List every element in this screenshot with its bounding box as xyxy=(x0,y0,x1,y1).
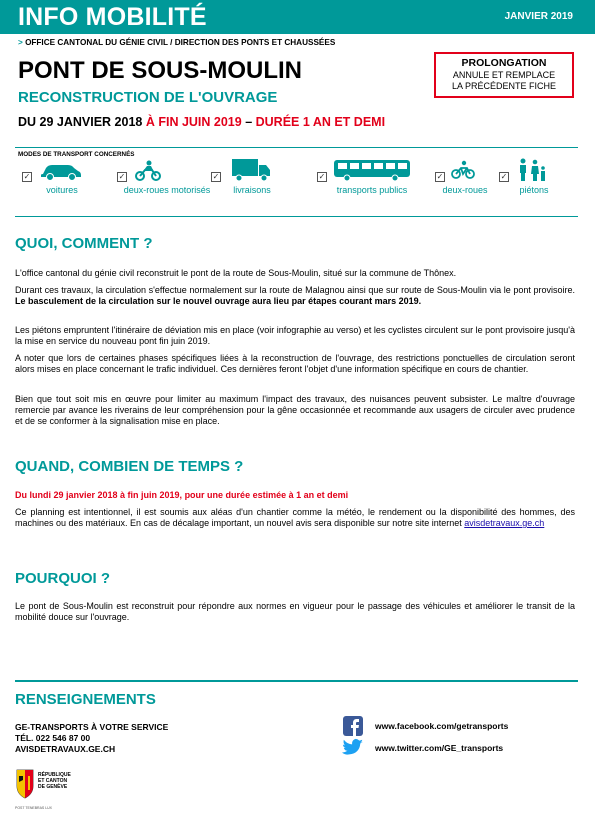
truck-icon xyxy=(231,158,271,182)
quand-paragraph xyxy=(15,507,575,529)
mode-label-livraisons: livraisons xyxy=(233,185,271,195)
divider xyxy=(15,680,578,682)
logo-line2: ET CANTON xyxy=(38,778,68,784)
pourquoi-paragraph: Le pont de Sous-Moulin est reconstruit pour répondre aux normes en vigueur pour le passage des véhicules et améliorer le transit de la mobilité douce sur l'ouvrage. xyxy=(15,601,575,622)
mode-label-pietons: piétons xyxy=(519,185,549,195)
logo-line3: DE GENÈVE xyxy=(38,784,68,790)
dates-start: DU 29 JANVIER 2018 xyxy=(18,115,146,129)
car-icon xyxy=(40,160,82,182)
page-subtitle: RECONSTRUCTION DE L'OUVRAGE xyxy=(18,89,278,106)
facebook-icon xyxy=(343,716,363,736)
checkbox-icon: ✓ xyxy=(436,172,444,181)
quoi-paragraph-2 xyxy=(15,285,575,307)
dates-end: À FIN JUIN 2019 xyxy=(145,115,242,129)
checkbox-icon: ✓ xyxy=(500,172,508,181)
dates-line xyxy=(18,115,385,129)
checkbox-icon: ✓ xyxy=(212,172,220,181)
logo-line1: RÉPUBLIQUE xyxy=(38,772,71,778)
quoi-paragraph-2-text: Durant ces travaux, la circulation s'effectue normalement sur la route de Malagnou ainsi que sur route de Sous-Moulin via le pont provisoire. xyxy=(15,285,575,295)
quoi-paragraph-1: L'office cantonal du génie civil reconstruit le pont de la route de Sous-Moulin, situé sur la commune de Thônex. xyxy=(15,268,457,278)
mode-label-transports-publics: transports publics xyxy=(336,185,408,195)
mode-label-deux-roues-motorises: deux-roues motorisés xyxy=(123,185,211,195)
arrow-icon: > xyxy=(18,38,26,47)
twitter-url[interactable]: www.twitter.com/GE_transports xyxy=(375,743,504,753)
checkbox-icon: ✓ xyxy=(23,172,31,181)
contact-website[interactable]: AVISDETRAVAUX.GE.CH xyxy=(15,744,116,754)
twitter-link[interactable] xyxy=(340,738,570,758)
quoi-paragraph-2-bold: Le basculement de la circulation sur le nouvel ouvrage aura lieu par étapes courant mars 2019. xyxy=(15,296,422,306)
motorbike-icon xyxy=(135,160,161,182)
facebook-link[interactable] xyxy=(340,716,570,736)
dates-separator: – xyxy=(241,115,256,129)
brand-title: INFO MOBILITÉ xyxy=(18,3,207,31)
geneva-coat-of-arms-icon xyxy=(15,768,35,802)
contact-service: GE-TRANSPORTS À VOTRE SERVICE xyxy=(15,722,169,732)
bicycle-icon xyxy=(451,160,475,180)
prolongation-line1: ANNULE ET REMPLACE xyxy=(452,70,556,80)
quand-paragraph-text: Ce planning est intentionnel, il est soumis aux aléas d'un chantier comme la météo, le rendement ou la disponibilité des hommes, des machines ou des matériaux. En cas de décalage important, un nouvel avis sera disponible sur notre site internet xyxy=(15,507,575,528)
pedestrians-icon xyxy=(515,158,547,182)
checkbox-icon: ✓ xyxy=(318,172,326,181)
quoi-paragraph-4: A noter que lors de certaines phases spécifiques liées à la reconstruction de l'ouvrage, des restrictions ponctuelles de circulation seront alors mises en place concernant le trafic individuel. Ces dernières feront l'objet d'une information spécifique en cours de chantier. xyxy=(15,353,575,374)
prolongation-box xyxy=(434,52,574,98)
dates-duration: DURÉE 1 AN ET DEMI xyxy=(255,115,386,129)
section-title-pourquoi: POURQUOI ? xyxy=(15,570,111,587)
contact-phone: TÉL. 022 546 87 00 xyxy=(15,733,91,743)
quand-highlight: Du lundi 29 janvier 2018 à fin juin 2019, pour une durée estimée à 1 an et demi xyxy=(15,490,349,500)
mode-deux-roues xyxy=(435,160,495,210)
mode-label-voitures: voitures xyxy=(46,185,78,195)
issue-date: JANVIER 2019 xyxy=(504,11,573,22)
quoi-paragraph-5: Bien que tout soit mis en œuvre pour limiter au maximum l'impact des travaux, des nuisances peuvent subsister. Le maître d'ouvrage remercie par avance les riverains de leur compréhension pour la gêne occasionnée et recommande aux usagers de circuler avec prudence et de se conformer à la signalisation mise en place. xyxy=(15,394,575,426)
section-title-renseignements: RENSEIGNEMENTS xyxy=(15,691,156,708)
mode-transports-publics xyxy=(317,160,417,210)
prolongation-line2: LA PRÉCÉDENTE FICHE xyxy=(451,81,557,91)
mode-pietons xyxy=(499,160,569,210)
section-title-quoi: QUOI, COMMENT ? xyxy=(15,235,153,252)
mode-voitures xyxy=(22,160,102,210)
prolongation-title: PROLONGATION xyxy=(461,57,547,69)
republique-label xyxy=(38,772,71,790)
mode-livraisons xyxy=(211,160,291,210)
twitter-icon xyxy=(342,738,364,758)
checkbox-icon: ✓ xyxy=(118,172,126,181)
page-title: PONT DE SOUS-MOULIN xyxy=(18,57,303,84)
facebook-url[interactable]: www.facebook.com/getransports xyxy=(375,721,509,731)
office-line xyxy=(18,38,335,47)
section-title-quand: QUAND, COMBIEN DE TEMPS ? xyxy=(15,458,244,475)
motto: POST TENEBRAS LUX xyxy=(15,806,53,810)
quoi-paragraph-3: Les piétons empruntent l'itinéraire de déviation mis en place (voir infographie au verso) et les cyclistes circulent sur le pont provisoire jusqu'à la mise en service du nouveau pont fin juin 2019. xyxy=(15,325,575,346)
avisdetravaux-link[interactable]: avisdetravaux.ge.ch xyxy=(464,518,545,528)
mode-label-deux-roues: deux-roues xyxy=(442,185,488,195)
modes-label: MODES DE TRANSPORT CONCERNÉS xyxy=(18,151,135,158)
mode-deux-roues-motorises xyxy=(117,160,217,210)
office-text: OFFICE CANTONAL DU GÉNIE CIVIL / DIRECTION DES PONTS ET CHAUSSÉES xyxy=(25,38,336,47)
bus-icon xyxy=(333,158,411,182)
